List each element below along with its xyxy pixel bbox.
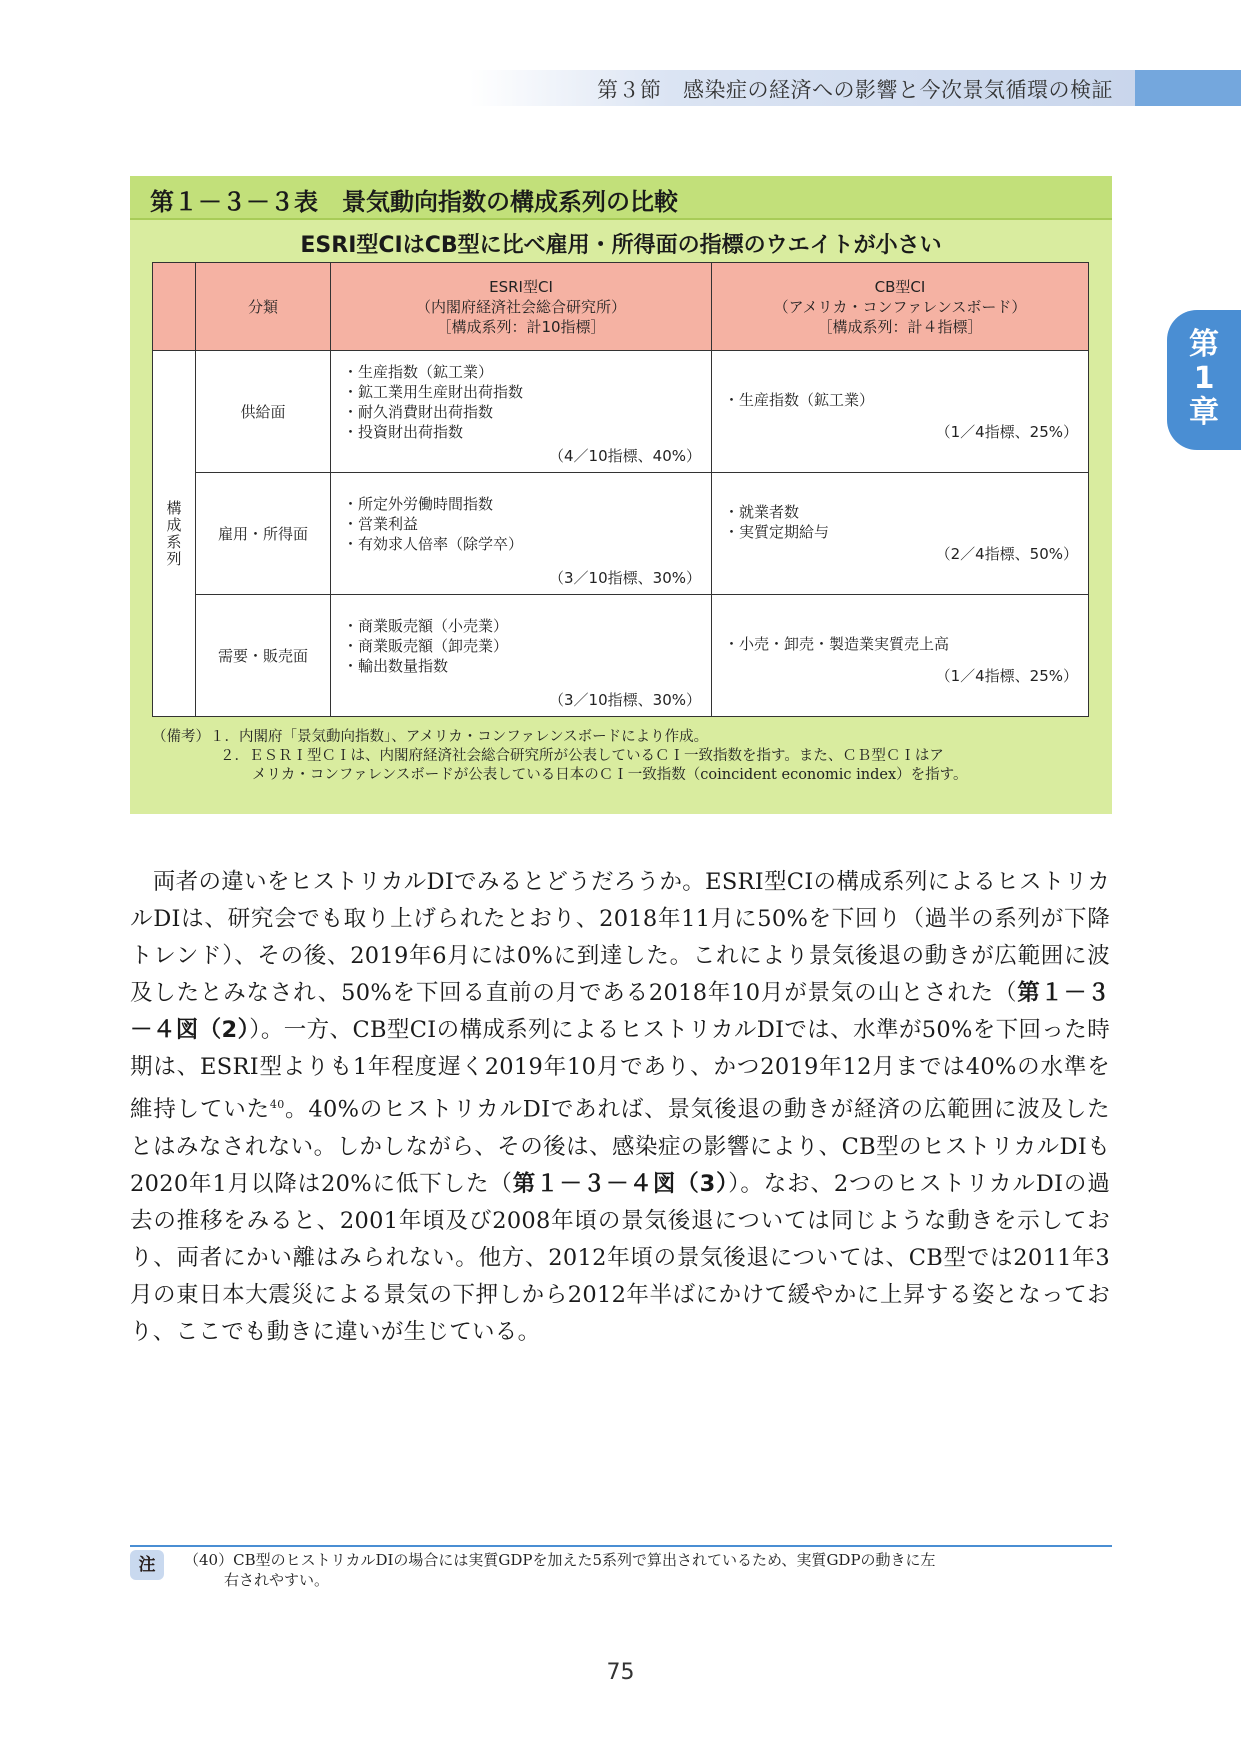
esri-header-line2: （内閣府経済社会総合研究所） (415, 297, 626, 316)
comparison-table (152, 262, 1089, 717)
figure-title-bar (130, 176, 1112, 220)
cb-ratio: （2／4指標、50%） (935, 545, 1078, 563)
figure-notes (152, 728, 1102, 785)
list-item: ・生産指数（鉱工業） (724, 390, 875, 409)
cb-cell (712, 351, 1089, 473)
figure-box (130, 176, 1112, 814)
table-row (153, 473, 1089, 595)
esri-cell (331, 351, 712, 473)
chapter-tab (1167, 310, 1241, 450)
list-item: ・鉱工業用生産財出荷指数 (343, 382, 524, 401)
body-paragraph (130, 864, 1110, 1351)
esri-cell (331, 473, 712, 595)
list-item: ・投資財出荷指数 (343, 422, 464, 441)
table-header-category: 分類 (196, 263, 331, 351)
esri-header-line1: ESRI型CI (489, 277, 553, 296)
section-title: 第３節 感染症の経済への影響と今次景気循環の検証 (597, 78, 1113, 102)
list-item: ・営業利益 (343, 514, 419, 533)
list-item: ・商業販売額（卸売業） (343, 636, 509, 655)
figure-ref-link: 第１－３－４図（3） (512, 1170, 729, 1197)
list-item: ・実質定期給与 (724, 522, 830, 541)
footnote-text (184, 1550, 1114, 1590)
cb-cell (712, 473, 1089, 595)
figure-title: 第１－３－３表 景気動向指数の構成系列の比較 (150, 188, 678, 216)
body-text-3: 。40%のヒストリカルDIであれば、景気後退の動きが経済の広範囲に波及したとはみなされない。しかしながら、その後は、感染症の影響により、CB型のヒストリカルDIも2020年1月以降は20%に低下した（ (130, 1096, 1110, 1197)
body-text-1: 両者の違いをヒストリカルDIでみるとどうだろうか。ESRI型CIの構成系列によるヒストリカルDIは、研究会でも取り上げられたとおり、2018年11月に50%を下回り（過半の系列が下降トレンド）、その後、2019年6月には0%に到達した。これにより景気後退の動きが広範囲に波及したとみなされ、50%を下回る直前の月である2018年10月が景気の山とされた（ (130, 869, 1110, 1006)
esri-ratio: （3／10指標、30%） (549, 569, 701, 587)
table-header-cb (712, 263, 1089, 351)
cb-header-line2: （アメリカ・コンファレンスボード） (773, 297, 1027, 316)
list-item: ・商業販売額（小売業） (343, 616, 509, 635)
list-item: ・耐久消費財出荷指数 (343, 402, 494, 421)
esri-header-line3: ［構成系列：計10指標］ (436, 317, 606, 336)
cb-header-line1: CB型CI (874, 277, 926, 296)
table-header-esri (331, 263, 712, 351)
esri-ratio: （4／10指標、40%） (549, 447, 701, 465)
table-row (153, 351, 1089, 473)
note-1: （備考）１．内閣府「景気動向指数」、アメリカ・コンファレンスボードにより作成。 (152, 729, 709, 745)
cb-header-line3: ［構成系列：計４指標］ (817, 317, 983, 336)
cb-ratio: （1／4指標、25%） (935, 423, 1078, 441)
footnote-rule (130, 1545, 1112, 1547)
body-text-2: ）。一方、CB型CIの構成系列によるヒストリカルDIでは、水準が50%を下回った時期は、ESRI型よりも1年程度遅く2019年10月であり、かつ2019年12月までは40%の水準を維持していた (130, 1017, 1110, 1123)
note-2-cont: メリカ・コンファレンスボードが公表している日本のＣＩ一致指数（coincident economic index）を指す。 (252, 767, 968, 783)
row-category: 需要・販売面 (196, 595, 331, 717)
cb-cell (712, 595, 1089, 717)
list-item: ・輸出数量指数 (343, 656, 449, 675)
table-header-row (153, 263, 1089, 351)
list-item: ・有効求人倍率（除学卒） (343, 534, 524, 553)
esri-ratio: （3／10指標、30%） (549, 691, 701, 709)
footnote-line-1: （40）CB型のヒストリカルDIの場合には実質GDPを加えた5系列で算出されているため、実質GDPの動きに左 (184, 1551, 936, 1569)
note-2: ２．ＥＳＲＩ型ＣＩは、内閣府経済社会総合研究所が公表しているＣＩ一致指数を指す。また、ＣＢ型ＣＩはア (220, 748, 944, 764)
body-text-4: ）。なお、2つのヒストリカルDIの過去の推移をみると、2001年頃及び2008年頃の景気後退については同じような動きを示しており、両者にかい離はみられない。他方、2012年頃の景気後退については、CB型では2011年3月の東日本大震災による景気の下押しから2012年半ばにかけて緩やかに上昇する姿となっており、ここでも動きに違いが生じている。 (130, 1170, 1110, 1345)
list-item: ・就業者数 (724, 502, 800, 521)
list-item: ・小売・卸売・製造業実質売上高 (724, 634, 950, 653)
footnote-mark: 40 (269, 1098, 285, 1111)
table-header-blank (153, 263, 196, 351)
page-number: 75 (606, 1660, 635, 1685)
footnote-line-2: 右されやすい。 (224, 1571, 330, 1589)
list-item: ・所定外労働時間指数 (343, 494, 494, 513)
table-row (153, 595, 1089, 717)
figure-subtitle: ESRI型CIはCB型に比べ雇用・所得面の指標のウエイトが小さい (300, 233, 942, 258)
cb-ratio: （1／4指標、25%） (935, 667, 1078, 685)
group-label: 構成系列 (153, 351, 196, 717)
esri-cell (331, 595, 712, 717)
header-accent (1135, 70, 1241, 106)
chapter-tab-label: 第1章 (1189, 327, 1219, 430)
footnote-badge: 注 (130, 1550, 164, 1580)
figure-ref-link: 第１－３－４図（2） (130, 980, 1110, 1043)
list-item: ・生産指数（鉱工業） (343, 362, 494, 381)
row-category: 供給面 (196, 351, 331, 473)
row-category: 雇用・所得面 (196, 473, 331, 595)
